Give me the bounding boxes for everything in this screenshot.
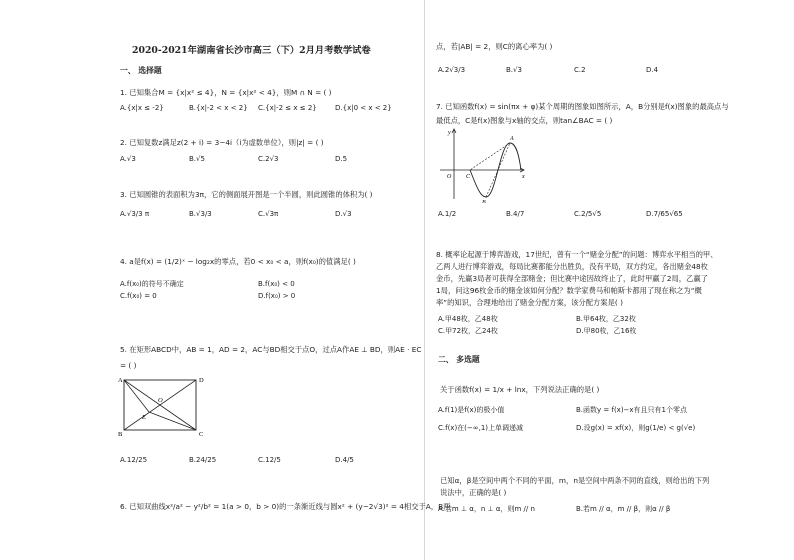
question-4-option-d: D.f(x₀) > 0: [258, 292, 296, 300]
question-8-stem: 8. 概率论起源于博弈游戏，17世纪，曾有一个“赌金分配”的问题：博弈水平相当的甲、: [436, 250, 718, 259]
question-8-stem-line-4: 1局，问这96枚金币的赌金该如何分配？数学家费马和帕斯卡都用了现在称之为“概: [436, 286, 702, 295]
question-10-stem-continued: 说法中，正确的是( ): [440, 488, 507, 497]
question-6-option-a: A.2√3/3: [438, 66, 466, 74]
question-5-stem-continued: = ( ): [120, 361, 137, 370]
column-divider: [424, 0, 425, 560]
question-8-stem-line-5: 率”的知识，合理地给出了赌金分配方案，该分配方案是( ): [436, 298, 623, 307]
question-1-option-d: D.{x|0 < x < 2}: [335, 104, 392, 112]
question-9-option-b: B.函数y = f(x)−x有且只有1个零点: [576, 406, 688, 414]
question-8-option-c: C.甲72枚，乙24枚: [438, 327, 498, 335]
point-e-label: E: [142, 414, 146, 421]
question-5-option-d: D.4/5: [335, 456, 354, 464]
question-1-stem: 1. 已知集合M = {x|x² ≤ 4}，N = {x|x² < 4}，则M ∩ N = ( ): [120, 88, 332, 97]
question-7-option-d: D.7/65√65: [646, 210, 683, 218]
point-b-label: B: [118, 431, 123, 438]
point-a-label: A: [510, 136, 514, 142]
section-heading-choice: 一、 选择题: [120, 66, 162, 75]
question-8-option-a: A.甲48枚，乙48枚: [438, 315, 498, 323]
point-d-label: D: [199, 377, 204, 384]
question-5-option-b: B.24/25: [189, 456, 217, 464]
section-heading-multiple-choice: 二、 多选题: [438, 355, 480, 364]
axis-x-label: x: [522, 174, 525, 180]
question-5-option-c: C.12/5: [258, 456, 281, 464]
point-c-label: C: [199, 431, 204, 438]
question-6-option-b: B.√3: [506, 66, 522, 74]
exam-title: 2020-2021年湖南省长沙市高三（下）2月月考数学试卷: [132, 45, 371, 56]
question-7-stem-continued: 最低点，C是f(x)图象与x轴的交点，则tan∠BAC = ( ): [436, 116, 613, 125]
point-a-label: A: [118, 377, 123, 384]
question-5-option-a: A.12/25: [120, 456, 148, 464]
question-3-option-a: A.√3/3 π: [120, 210, 150, 218]
question-9-option-d: D.设g(x) = xf(x)，则g(1/e) < g(√e): [576, 424, 696, 432]
question-9-option-c: C.f(x)在(−∞,1)上单调递减: [438, 424, 524, 432]
question-3-option-c: C.√3π: [258, 210, 279, 218]
question-7-option-a: A.1/2: [438, 210, 457, 218]
question-1-option-b: B.{x|-2 < x < 2}: [189, 104, 248, 112]
question-3-stem: 3. 已知圆锥的表面积为3π，它的侧面展开图是一个半圆，则此圆锥的体积为( ): [120, 190, 373, 199]
sine-graph-figure: [436, 125, 528, 203]
question-7-stem: 7. 已知函数f(x) = sin(πx + φ)某个周期的图象如图所示，A，B分别是f(x)图象的最高点与: [436, 102, 729, 111]
question-4-option-b: B.f(x₀) < 0: [258, 280, 295, 288]
question-8-stem-line-3: 金币，先赢3局者可获得全部赌金；但比赛中途因故终止了，此时甲赢了2局，乙赢了: [436, 274, 708, 283]
question-10-option-a: A.若m ⊥ α，n ⊥ α，则m // n: [438, 505, 535, 513]
question-10-stem: 已知α，β是空间中两个不同的平面，m，n是空间中两条不同的直线，则给出的下列: [440, 476, 710, 485]
question-10-option-b: B.若m // α，m // β，则α // β: [576, 505, 671, 513]
question-6-option-d: D.4: [646, 66, 659, 74]
point-b-label: B: [482, 200, 486, 203]
question-7-option-c: C.2/5√5: [574, 210, 602, 218]
question-9-option-a: A.f(1)是f(x)的极小值: [438, 406, 505, 414]
question-8-stem-line-2: 乙两人进行博弈游戏，每局比赛都能分出胜负，没有平局，双方约定，各出赌金48枚: [436, 262, 708, 271]
question-2-option-c: C.2√3: [258, 155, 279, 163]
point-o-label: O: [158, 397, 163, 404]
question-2-option-d: D.5: [335, 155, 348, 163]
question-4-stem: 4. a是f(x) = (1/2)ˣ − log₂x的零点，若0 < x₀ < a，则f(x₀)的值满足( ): [120, 257, 356, 266]
question-4-option-a: A.f(x₀)的符号不确定: [120, 280, 184, 288]
question-6-option-c: C.2: [574, 66, 586, 74]
rectangle-abcd-figure: [116, 372, 208, 438]
question-9-stem: 关于函数f(x) = 1/x + lnx，下列说法正确的是( ): [440, 385, 600, 394]
question-3-option-b: B.√3/3: [189, 210, 212, 218]
question-2-option-a: A.√3: [120, 155, 136, 163]
question-8-option-d: D.甲80枚，乙16枚: [576, 327, 637, 335]
origin-label: O: [447, 174, 452, 180]
question-2-option-b: B.√5: [189, 155, 205, 163]
question-2-stem: 2. 已知复数z满足z(2 + i) = 3−4i（i为虚数单位），则|z| = ( ): [120, 138, 324, 147]
axis-y-label: y: [448, 130, 451, 136]
question-1-option-a: A.{x|x ≤ -2}: [120, 104, 164, 112]
question-6-stem: 6. 已知双曲线x²/a² − y²/b² = 1(a > 0，b > 0)的一条渐近线与圆x² + (y−2√3)² = 4相交于A，B两: [120, 502, 451, 511]
question-4-option-c: C.f(x₀) = 0: [120, 292, 157, 300]
question-3-option-d: D.√3: [335, 210, 352, 218]
question-1-option-c: C.{x|-2 ≤ x ≤ 2}: [258, 104, 317, 112]
question-7-option-b: B.4/7: [506, 210, 525, 218]
point-c-label: C: [466, 174, 471, 180]
question-6-stem-continued: 点，若|AB| = 2，则C的离心率为( ): [436, 42, 553, 51]
question-8-option-b: B.甲64枚，乙32枚: [576, 315, 636, 323]
question-5-stem: 5. 在矩形ABCD中，AB = 1，AD = 2，AC与BD相交于点O，过点A作AE ⊥ BD，则AE · EC: [120, 345, 422, 354]
